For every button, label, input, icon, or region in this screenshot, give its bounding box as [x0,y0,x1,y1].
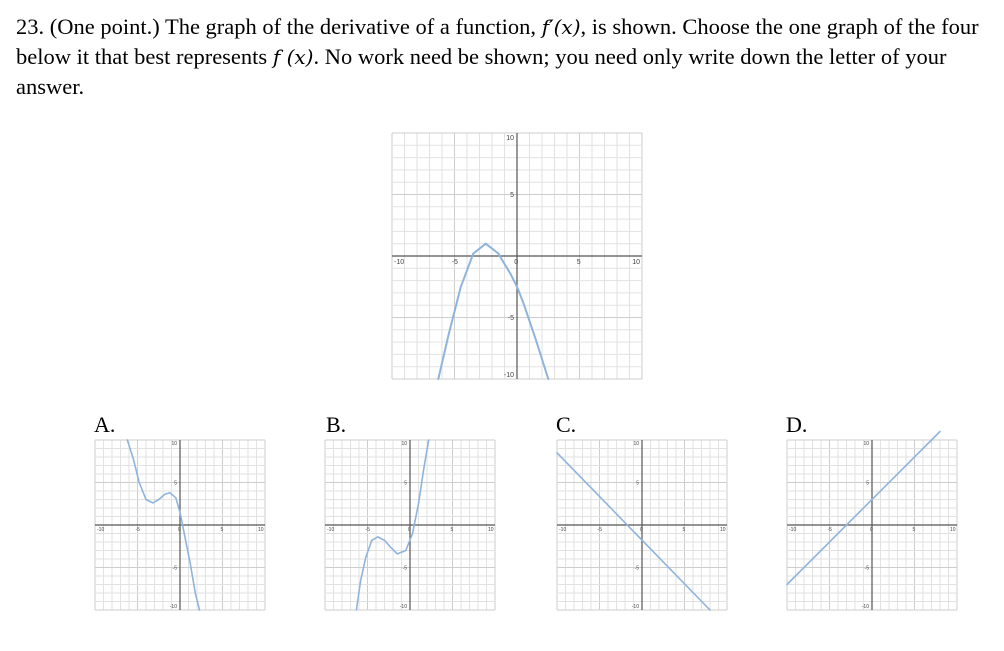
choice-d-graph [787,440,957,610]
x-tick-label: -10 [327,527,335,533]
y-tick-label: -5 [507,314,514,322]
x-tick-label: 10 [632,259,640,266]
y-tick-label: 5 [174,480,177,487]
choice-c-label: C. [556,412,577,437]
question-points: (One point.) [49,14,160,39]
choice-c-graph [557,440,727,610]
y-tick-label: 10 [401,441,407,447]
derivative-notation: f′(x) [541,15,581,39]
y-tick-label: -10 [169,604,177,610]
x-tick-label: -5 [135,527,140,533]
x-tick-label: -5 [451,259,458,266]
y-tick-label: 10 [863,441,869,447]
x-tick-label: -10 [394,259,405,266]
y-tick-label: -10 [861,604,869,610]
y-tick-label: -5 [634,565,639,572]
x-tick-label: 5 [682,527,686,533]
x-tick-label: 0 [408,527,411,533]
x-tick-label: -5 [827,527,832,533]
question-text: 23. (One point.) The graph of the derivative of a function, f′(x), is shown. Choose the one graph of the four below it that best represents f (x). No work need be shown; you need only write down the letter of your answer. [16,14,979,99]
choice-a-graph [95,440,265,610]
y-tick-label: -5 [172,565,177,572]
y-tick-label: -10 [631,604,639,610]
x-tick-label: -5 [597,527,602,533]
x-tick-label: 0 [178,527,181,533]
choice-d-label: D. [786,412,808,437]
x-tick-label: 0 [870,527,873,533]
y-tick-label: -10 [399,604,407,610]
x-tick-label: 10 [950,527,956,533]
choice-b-label: B. [326,412,347,437]
y-tick-label: 5 [866,480,869,487]
x-tick-label: -10 [559,527,567,533]
derivative-graph [392,133,642,379]
y-tick-label: 10 [506,135,514,142]
x-tick-label: 5 [576,259,581,266]
y-tick-label: 10 [633,441,639,447]
y-tick-label: -5 [402,565,407,572]
y-tick-label: 5 [404,480,407,487]
x-tick-label: 5 [220,527,224,533]
x-tick-label: -10 [789,527,797,533]
function-notation: f (x) [272,45,314,69]
y-tick-label: 5 [510,191,514,199]
x-tick-label: 10 [720,527,726,533]
x-tick-label: 5 [450,527,454,533]
question-number: 23. [16,14,45,39]
x-tick-label: 0 [514,259,519,266]
y-tick-label: 5 [636,480,639,487]
x-tick-label: -10 [97,527,105,533]
x-tick-label: 0 [640,527,643,533]
y-tick-label: -10 [503,372,514,379]
x-tick-label: 10 [258,527,264,533]
choice-a-label: A. [94,412,116,437]
x-tick-label: -5 [365,527,370,533]
choice-b-graph [325,440,495,610]
x-tick-label: 10 [488,527,494,533]
y-tick-label: 10 [171,441,177,447]
y-tick-label: -5 [864,565,869,572]
x-tick-label: 5 [912,527,916,533]
